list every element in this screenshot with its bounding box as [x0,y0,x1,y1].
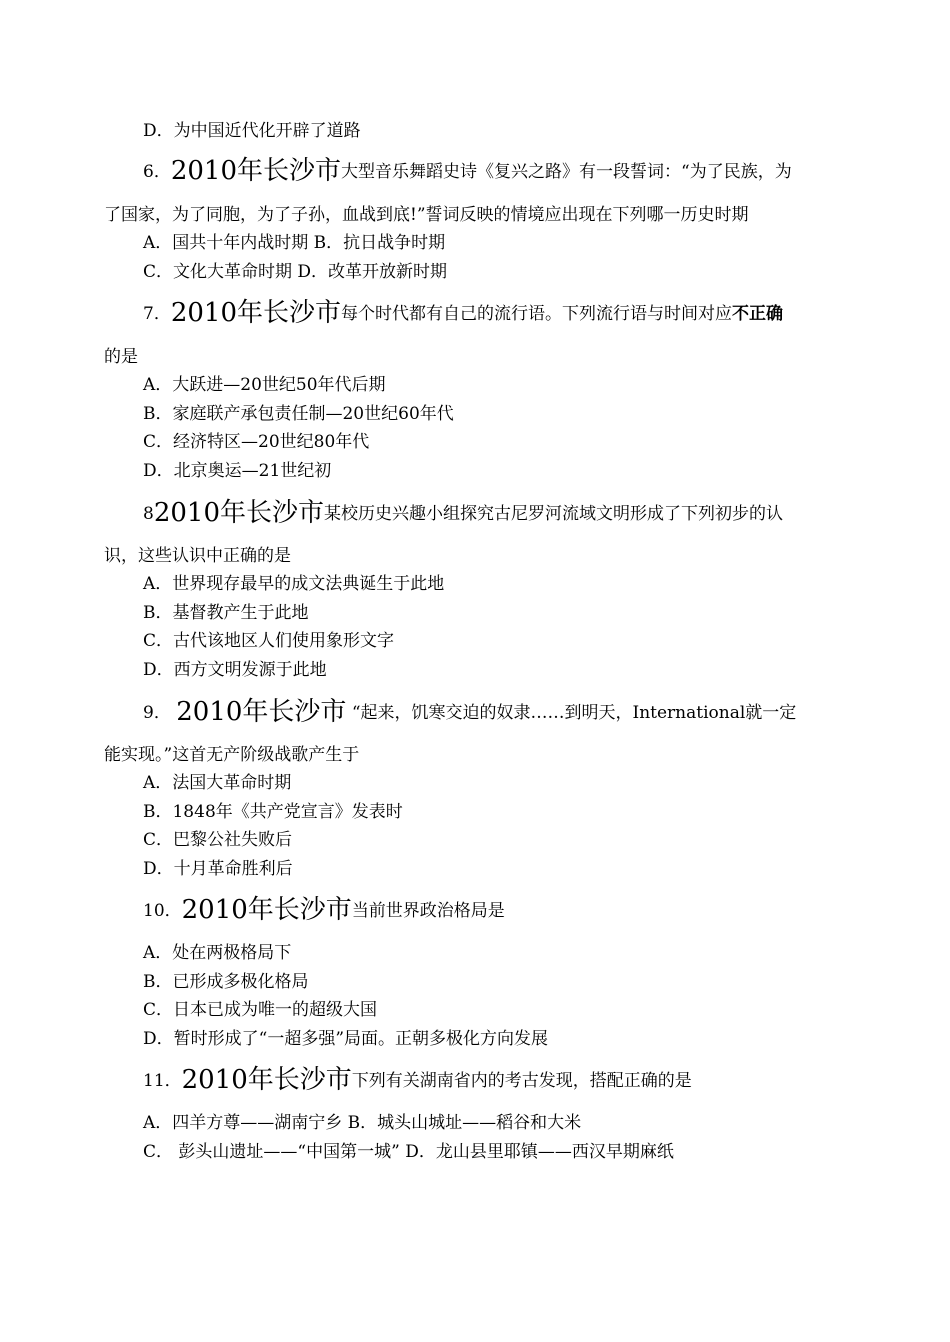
q7-source-tag: 2010年长沙市 [170,298,341,328]
q9-stem-line1 [143,697,846,727]
q9-option-a: A．法国大革命时期 [143,773,292,793]
q8-source-tag: 2010年长沙市 [153,498,324,528]
q9-stem-line2: 能实现。”这首无产阶级战歌产生于 [104,745,360,765]
q7-option-a: A．大跃进—20世纪50年代后期 [143,375,386,395]
q9-source-tag: 2010年长沙市 [176,697,347,727]
q7-number: 7． [143,304,171,324]
q10-option-d: D．暂时形成了“一超多强”局面。正朝多极化方向发展 [143,1029,549,1049]
q8-option-a: A．世界现存最早的成文法典诞生于此地 [143,574,445,594]
q7-stem-text: 每个时代都有自己的流行语。下列流行语与时间对应 [341,304,732,324]
q5-option-d: D．为中国近代化开辟了道路 [143,121,361,141]
q7-stem-line2: 的是 [104,347,138,367]
q11-stem-text: 下列有关湖南省内的考古发现，搭配正确的是 [351,1071,692,1091]
q11-stem-line1 [143,1065,692,1095]
q10-number: 10． [143,901,182,921]
q8-stem-line2: 识，这些认识中正确的是 [104,546,291,566]
q8-option-c: C．古代该地区人们使用象形文字 [143,631,395,651]
q7-option-c: C．经济特区—20世纪80年代 [143,432,370,452]
q7-stem-line1 [143,298,846,328]
q11-source-tag: 2010年长沙市 [181,1065,352,1095]
q8-number: 8 [143,504,154,524]
q8-option-d: D．西方文明发源于此地 [143,660,327,680]
q6-source-tag: 2010年长沙市 [170,156,341,186]
q10-option-a: A．处在两极格局下 [143,943,292,963]
q8-option-b: B．基督教产生于此地 [143,603,309,623]
q10-source-tag: 2010年长沙市 [181,895,352,925]
q6-number: 6． [143,162,171,182]
q11-options-cd: C． 彭头山遗址——“中国第一城” D．龙山县里耶镇——西汉早期麻纸 [143,1142,674,1162]
q7-option-b: B．家庭联产承包责任制—20世纪60年代 [143,404,454,424]
q9-stem-text: “起来，饥寒交迫的奴隶……到明天，International就一定 [351,703,797,723]
q11-number: 11． [143,1071,182,1091]
q6-options-ab: A．国共十年内战时期 B．抗日战争时期 [143,233,446,253]
q11-options-ab: A．四羊方尊——湖南宁乡 B．城头山城址——稻谷和大米 [143,1113,582,1133]
q7-option-d: D．北京奥运—21世纪初 [143,461,332,481]
q10-option-b: B．已形成多极化格局 [143,972,309,992]
q6-stem-line1 [143,156,846,186]
q8-stem-line1 [143,498,846,528]
q9-number: 9． [143,703,171,723]
q6-stem-line2: 了国家，为了同胞，为了子孙，血战到底!”誓词反映的情境应出现在下列哪一历史时期 [104,205,749,225]
q8-stem-text: 某校历史兴趣小组探究古尼罗河流域文明形成了下列初步的认 [324,504,783,524]
q9-option-c: C．巴黎公社失败后 [143,830,293,850]
q6-stem-text: 大型音乐舞蹈史诗《复兴之路》有一段誓词：“为了民族，为 [341,162,792,182]
q9-option-d: D．十月革命胜利后 [143,859,293,879]
q7-emphasis: 不正确 [732,304,783,324]
q10-stem-text: 当前世界政治格局是 [351,901,505,921]
q10-stem-line1 [143,895,505,925]
q9-option-b: B．1848年《共产党宣言》发表时 [143,802,403,822]
q6-options-cd: C．文化大革命时期 D．改革开放新时期 [143,262,448,282]
q10-option-c: C．日本已成为唯一的超级大国 [143,1000,378,1020]
